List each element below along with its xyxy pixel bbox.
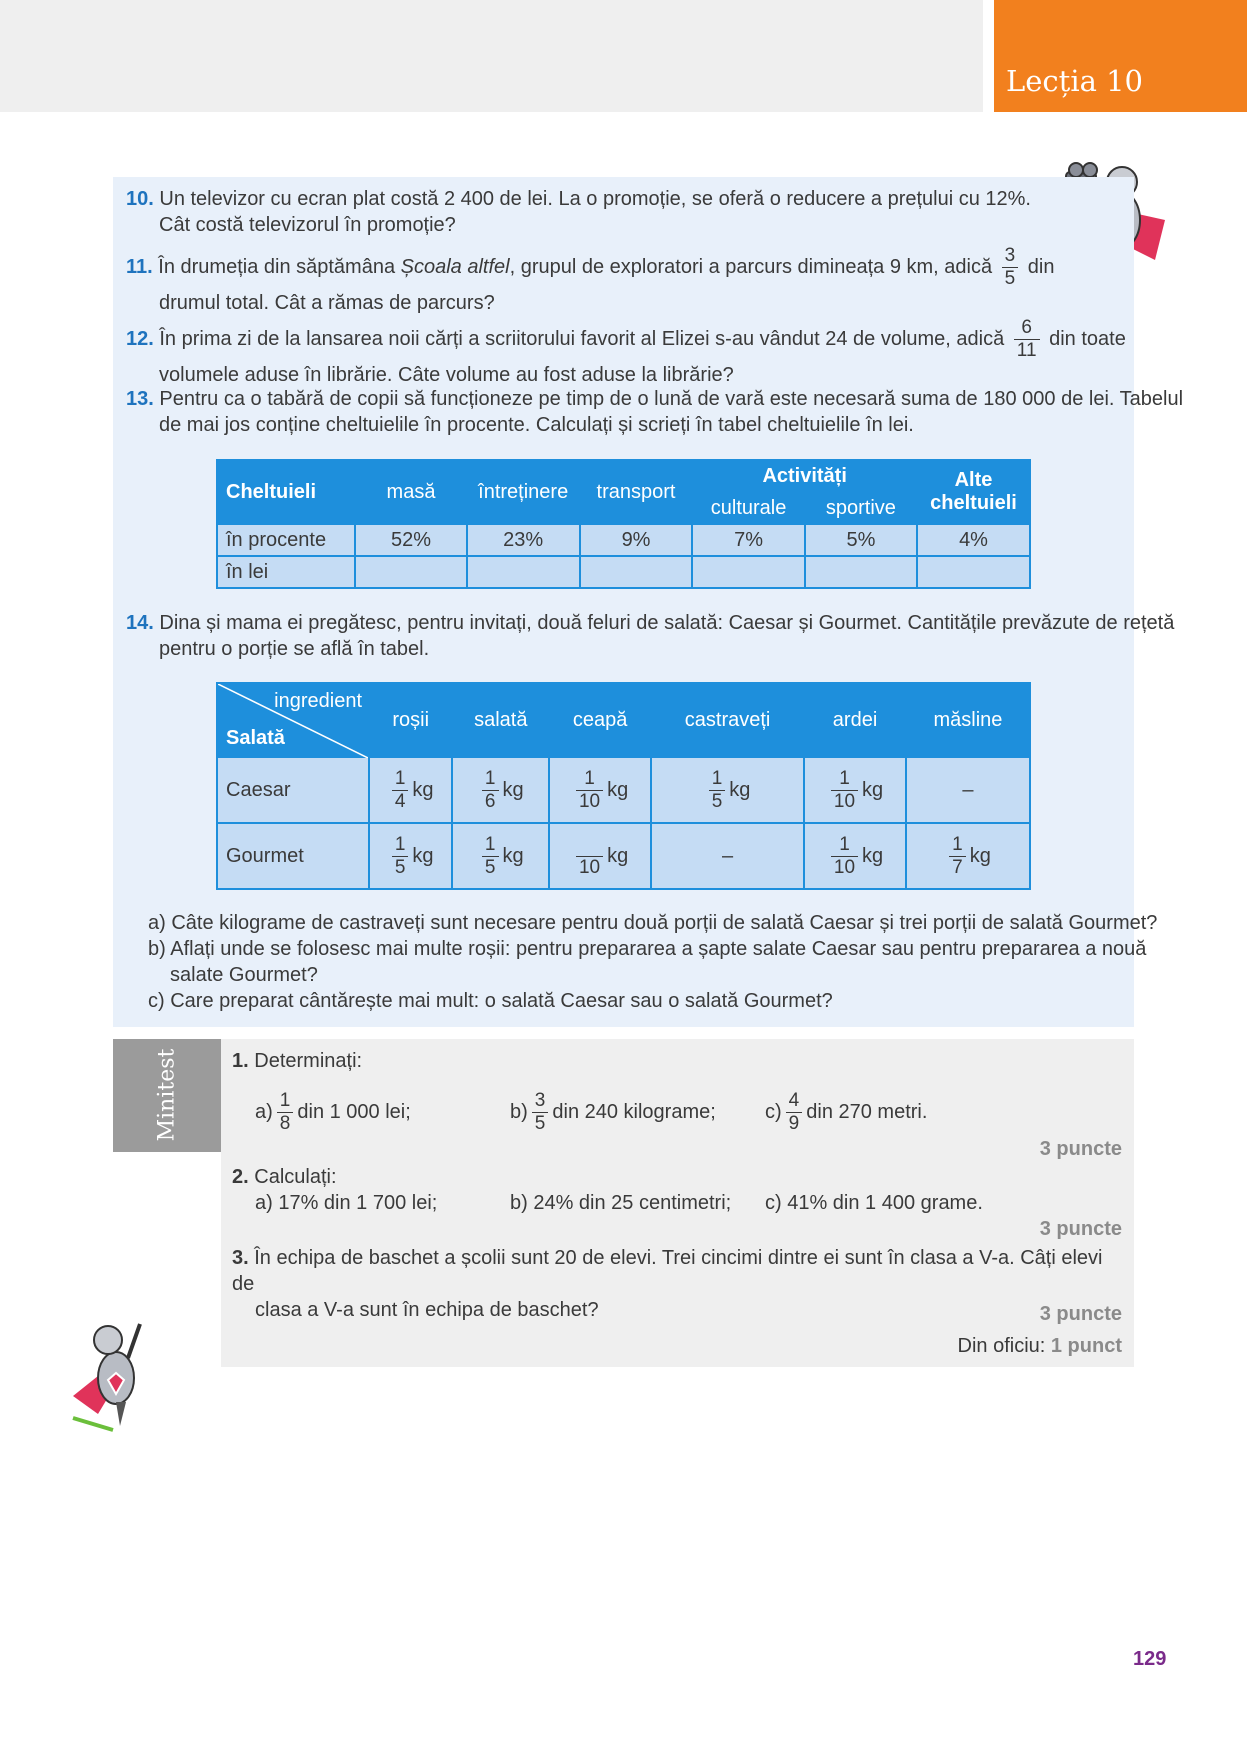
quantity-cell: $\frac{1}{7}$ kg [906, 823, 1030, 889]
quantity-cell: $\frac{1}{5}$ kg [369, 823, 452, 889]
exercise-14-questions [148, 910, 1157, 1014]
mascot-pen-icon [68, 1318, 158, 1438]
row-label-caesar: Caesar [217, 757, 369, 823]
empty-answer-cell[interactable] [580, 556, 693, 588]
row-label-gourmet: Gourmet [217, 823, 369, 889]
fraction: $\frac{3}{5}$ [1002, 245, 1019, 290]
quantity-cell: 10 kg [549, 823, 651, 889]
col-header: salată [452, 683, 549, 757]
quantity-cell: $\frac{1}{5}$ kg [452, 823, 549, 889]
table-cell: 9% [580, 524, 693, 556]
quantity-cell: $\frac{1}{5}$ kg [651, 757, 804, 823]
quantity-cell: $\frac{1}{4}$ kg [369, 757, 452, 823]
exercise-number: 11. [126, 255, 153, 278]
quantity-cell: $\frac{1}{10}$ kg [804, 823, 906, 889]
question-a: a) Câte kilograme de castraveți sunt necesare pentru două porții de salată Caesar și trei porții de salată Gourmet? [148, 912, 1158, 934]
points-q1: 3 puncte [1039, 1138, 1122, 1160]
row-label-lei: în lei [217, 556, 355, 588]
exercise-text: pentru o porție se află în tabel. [159, 638, 430, 660]
col-header: ceapă [549, 683, 651, 757]
points-q2: 3 puncte [1039, 1218, 1122, 1240]
exercise-text: drumul total. Cât a rămas de parcurs? [159, 292, 495, 314]
quantity-cell: $\frac{1}{10}$ kg [549, 757, 651, 823]
header-transport: transport [580, 460, 693, 524]
header-activitati: Activități [692, 460, 917, 492]
points-q3: 3 puncte [1039, 1303, 1122, 1325]
exercise-text: din toate [1049, 327, 1126, 350]
exercise-10 [126, 186, 1031, 238]
table-cell: 7% [692, 524, 804, 556]
exercise-13 [126, 386, 1183, 438]
empty-answer-cell[interactable] [917, 556, 1030, 588]
header-alte-cheltuieli: Alte cheltuieli [917, 460, 1030, 524]
quantity-cell-empty: – [651, 823, 804, 889]
exercise-12 [126, 317, 1126, 388]
minitest-q2-a: a) 17% din 1 700 lei; [255, 1192, 438, 1214]
exercise-text: de mai jos conține cheltuielile în procente. Calculați și scrieți în tabel cheltuielile în lei. [159, 414, 914, 436]
exercise-number: 12. [126, 327, 154, 350]
exercise-text: În drumeția din săptămâna [158, 255, 401, 278]
empty-answer-cell[interactable] [692, 556, 804, 588]
exercise-number: 10. [126, 188, 154, 210]
table-cell: 4% [917, 524, 1030, 556]
exercise-text: , grupul de exploratori a parcurs dimineața 9 km, adică [509, 255, 993, 278]
exercise-text-italic: Școala altfel [400, 255, 510, 278]
exercise-11 [126, 245, 1055, 316]
exercise-text: Un televizor cu ecran plat costă 2 400 de lei. La o promoție, se oferă o reducere a prețului cu 12%. [159, 188, 1031, 210]
minitest-q1-title: 1. Determinați: [232, 1050, 363, 1072]
header-culturale: culturale [692, 492, 804, 524]
minitest-q1-c: c) $\frac{4}{9}$ din 270 metri. [765, 1090, 928, 1134]
header-salata: Salată [226, 727, 285, 749]
table-cell: 52% [355, 524, 466, 556]
exercise-text: volumele aduse în librărie. Câte volume au fost aduse la librărie? [159, 364, 734, 386]
exercise-text: Dina și mama ei pregătesc, pentru invitați, două feluri de salată: Caesar și Gourmet. Cantitățile prevăzute de rețetă [159, 612, 1175, 634]
minitest-q2-b: b) 24% din 25 centimetri; [510, 1192, 732, 1214]
fraction: $\frac{6}{11}$ [1014, 317, 1040, 362]
page-number: 129 [1133, 1648, 1167, 1670]
quantity-cell: $\frac{1}{6}$ kg [452, 757, 549, 823]
minitest-label: Minitest [154, 1048, 180, 1142]
quantity-cell: $\frac{1}{10}$ kg [804, 757, 906, 823]
col-header: castraveți [651, 683, 804, 757]
header-ingredient: ingredient [274, 690, 362, 712]
lesson-tab [994, 0, 1247, 112]
exercise-text: În prima zi de la lansarea noii cărți a scriitorului favorit al Elizei s-au vândut 24 de volume, adică [159, 327, 1005, 350]
exercise-number: 13. [126, 388, 154, 410]
exercise-number: 14. [126, 612, 154, 634]
header-intretinere: întreținere [467, 460, 580, 524]
empty-answer-cell[interactable] [467, 556, 580, 588]
empty-answer-cell[interactable] [805, 556, 917, 588]
salad-table [216, 682, 1031, 890]
row-label-procente: în procente [217, 524, 355, 556]
header-diagonal-cell [217, 683, 369, 757]
minitest-q3: 3. În echipa de baschet a școlii sunt 20 de elevi. Trei cincimi dintre ei sunt în clasa a V-a. Câți elevi de clasa a V-a sunt în echipa de baschet? [232, 1247, 1103, 1321]
col-header: ardei [804, 683, 906, 757]
exercise-14 [126, 610, 1174, 662]
exercise-text: Pentru ca o tabără de copii să funcționeze pe timp de o lună de vară este necesară suma de 180 000 de lei. Tabelul [159, 388, 1184, 410]
table-cell: 5% [805, 524, 917, 556]
header-bar [0, 0, 983, 112]
header-masa: masă [355, 460, 466, 524]
minitest-q1-a: a) $\frac{1}{8}$ din 1 000 lei; [255, 1090, 411, 1134]
minitest-q2: 2. Calculați: [232, 1166, 337, 1188]
table-cell: 23% [467, 524, 580, 556]
quantity-cell-empty: – [906, 757, 1030, 823]
header-sportive: sportive [805, 492, 917, 524]
col-header: roșii [369, 683, 452, 757]
minitest-q1-b: b) $\frac{3}{5}$ din 240 kilograme; [510, 1090, 716, 1134]
minitest-label-box [113, 1039, 221, 1152]
col-header: măsline [906, 683, 1030, 757]
minitest-q2-c: c) 41% din 1 400 grame. [765, 1192, 983, 1214]
exercise-text: Cât costă televizorul în promoție? [159, 214, 456, 236]
expenses-table [216, 459, 1031, 589]
empty-answer-cell[interactable] [355, 556, 466, 588]
question-b: b) Aflați unde se folosesc mai multe roșii: pentru prepararea a șapte salate Caesar sau pentru prepararea a nouă [148, 938, 1147, 960]
question-b-cont: salate Gourmet? [170, 964, 318, 986]
exercise-text: din [1027, 255, 1055, 278]
header-cheltuieli: Cheltuieli [217, 460, 355, 524]
lesson-title: Lecția 10 [1006, 64, 1143, 98]
question-c: c) Care preparat cântărește mai mult: o salată Caesar sau o salată Gourmet? [148, 990, 833, 1012]
oficiu-line: Din oficiu: 1 punct [957, 1335, 1122, 1357]
